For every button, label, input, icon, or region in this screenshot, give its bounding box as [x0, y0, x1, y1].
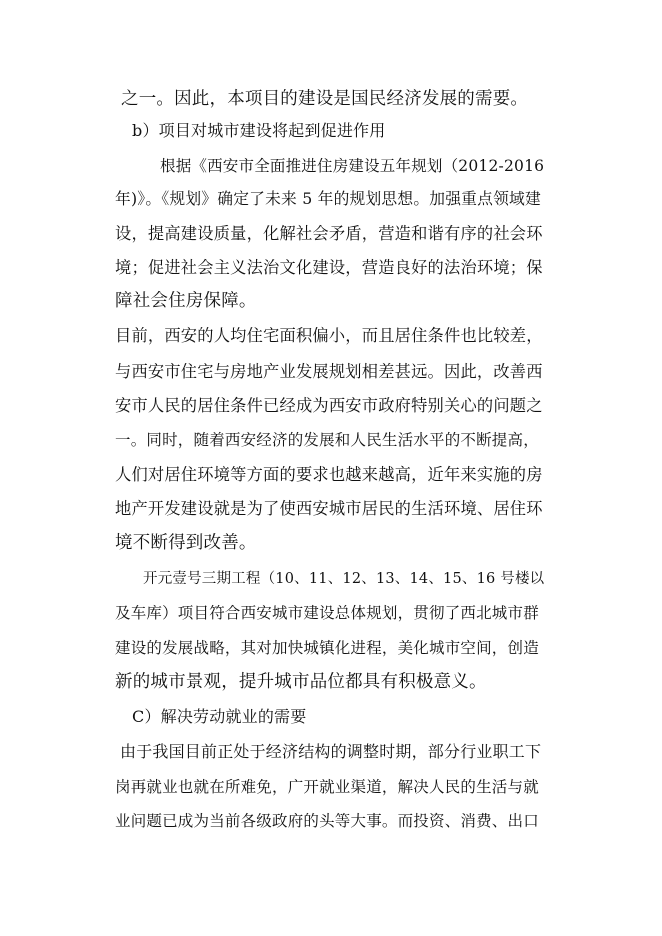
text-line: 人们对居住环境等方面的要求也越来越高，近年来实施的房 — [115, 465, 543, 484]
text-line: 设，提高建设质量，化解社会矛盾，营造和谐有序的社会环 — [115, 224, 543, 243]
text-line: 开元壹号三期工程（10、11、12、13、14、15、16 号楼以 — [143, 571, 545, 587]
section-heading-b: b）项目对城市建设将起到促进作用 — [132, 121, 386, 140]
text-line: 一。同时，随着西安经济的发展和人民生活水平的不断提高， — [115, 431, 539, 449]
text-line: 地产开发建设就是为了使西安城市居民的生活环境、居住环 — [115, 499, 543, 518]
text-line: 业问题已成为当前各级政府的头等大事。而投资、消费、出口 — [115, 812, 539, 830]
text-line: 之一。因此，本项目的建设是国民经济发展的需要。 — [121, 89, 529, 109]
text-line: 新的城市景观，提升城市品位都具有积极意义。 — [115, 672, 487, 692]
text-line: 建设的发展战略，其对加快城镇化进程，美化城市空间，创造 — [115, 639, 539, 657]
section-heading-c: C）解决劳动就业的需要 — [132, 707, 307, 726]
text-line: 境不断得到改善。 — [115, 533, 257, 553]
text-line: 境；促进社会主义法治文化建设，营造良好的法治环境；保 — [115, 258, 543, 277]
text-line: 年)》。《规划》确定了未来 5 年的规划思想。加强重点领域建 — [115, 189, 541, 208]
text-line: 根据《西安市全面推进住房建设五年规划（2012-2016 — [160, 157, 545, 175]
text-line: 障社会住房保障。 — [115, 291, 257, 311]
text-line: 目前，西安的人均住宅面积偏小，而且居住条件也比较差， — [115, 326, 543, 345]
text-line: 与西安市住宅与房地产业发展规划相差甚远。因此，改善西 — [115, 362, 543, 381]
text-line: 及车库）项目符合西安城市建设总体规划，贯彻了西北城市群 — [115, 604, 539, 622]
text-line: 安市人民的居住条件已经成为西安市政府特别关心的问题之 — [115, 396, 543, 415]
text-line: 由于我国目前正处于经济结构的调整时期，部分行业职工下 — [120, 742, 542, 761]
text-line: 岗再就业也就在所难免，广开就业渠道，解决人民的生活与就 — [115, 778, 539, 796]
